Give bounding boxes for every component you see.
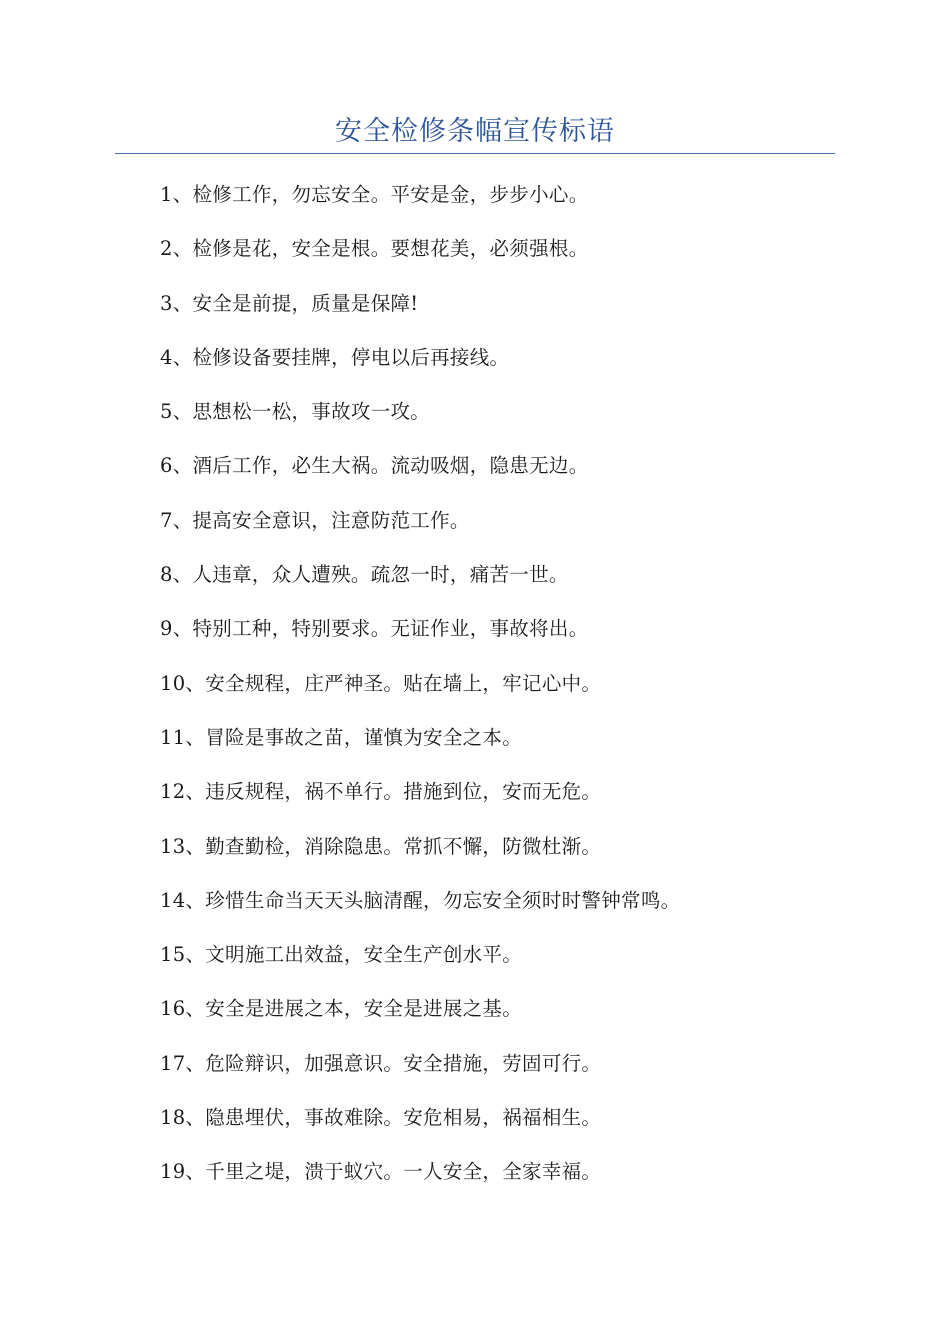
slogan-item: 11、冒险是事故之苗，谨慎为安全之本。 [160,725,523,749]
slogan-item: 13、勤查勤检，消除隐患。常抓不懈，防微杜渐。 [160,834,602,858]
slogan-item: 17、危险辩识，加强意识。安全措施，劳固可行。 [160,1051,602,1075]
slogan-item: 3、安全是前提，质量是保障! [160,291,419,315]
slogan-item: 5、思想松一松，事故攻一攻。 [160,400,431,424]
slogan-item: 8、人违章，众人遭殃。疏忽一时，痛苦一世。 [160,563,569,587]
slogan-item: 15、文明施工出效益，安全生产创水平。 [160,943,523,967]
slogan-item: 14、珍惜生命当天天头脑清醒，勿忘安全须时时警钟常鸣。 [160,888,681,912]
slogan-item: 10、安全规程，庄严神圣。贴在墙上，牢记心中。 [160,671,602,695]
slogan-item: 7、提高安全意识，注意防范工作。 [160,508,470,532]
slogan-item: 12、违反规程，祸不单行。措施到位，安而无危。 [160,780,602,804]
title-underline [115,153,835,154]
slogan-item: 9、特别工种，特别要求。无证作业，事故将出。 [160,617,589,641]
slogan-item: 18、隐患埋伏，事故难除。安危相易，祸福相生。 [160,1106,602,1130]
document-title: 安全检修条幅宣传标语 [335,116,615,147]
slogan-item: 16、安全是进展之本，安全是进展之基。 [160,997,523,1021]
slogan-item: 2、检修是花，安全是根。要想花美，必须强根。 [160,237,589,261]
slogan-list [160,178,680,1210]
slogan-item: 6、酒后工作，必生大祸。流动吸烟，隐患无边。 [160,454,589,478]
slogan-item: 4、检修设备要挂牌，停电以后再接线。 [160,345,510,369]
slogan-item: 19、千里之堤，溃于蚁穴。一人安全，全家幸福。 [160,1160,602,1184]
slogan-item: 1、检修工作，勿忘安全。平安是金，步步小心。 [160,183,589,206]
